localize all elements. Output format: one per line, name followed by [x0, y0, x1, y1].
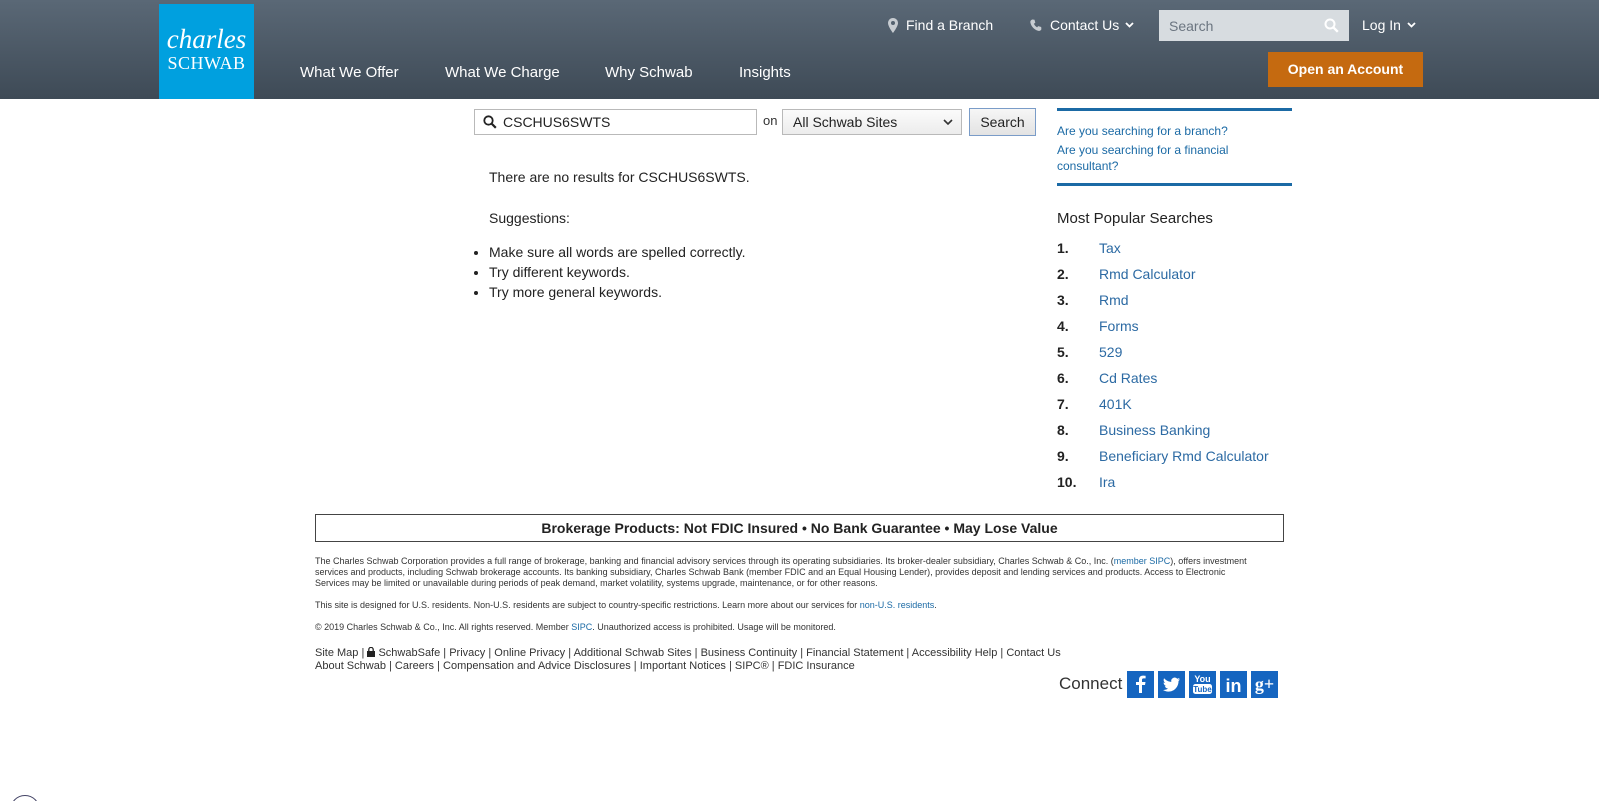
footer-link[interactable]: Business Continuity [700, 647, 798, 659]
search-button[interactable]: Search [969, 108, 1036, 136]
suggestion-item: • Try different keywords. [489, 262, 746, 282]
phone-icon [1030, 19, 1042, 32]
popular-rank: 4. [1057, 318, 1069, 334]
popular-rank: 3. [1057, 292, 1069, 308]
youtube-mark-bottom: Tube [1193, 685, 1212, 694]
lock-icon [367, 647, 375, 657]
footer-link[interactable]: SchwabSafe [378, 647, 441, 659]
footer-link[interactable]: Careers [394, 660, 435, 672]
footer-link[interactable]: About Schwab [315, 660, 386, 672]
copyright-text: © 2019 Charles Schwab & Co., Inc. All rights reserved. Member [315, 622, 572, 632]
footer-link[interactable]: Privacy [449, 647, 486, 659]
disclosure-text: The Charles Schwab Corporation provides a full range of brokerage, banking and financial advisory services through its operating subsidiaries. Its broker-dealer subsidiary, Charles Schwab & Co., Inc. ( [315, 556, 1114, 566]
member-sipc-link[interactable]: member SIPC [1113, 556, 1171, 566]
search-icon[interactable] [1324, 18, 1339, 33]
chevron-down-icon [943, 119, 953, 125]
popular-link[interactable]: 401K [1099, 396, 1132, 412]
footer-link[interactable]: Financial Statement [806, 647, 904, 659]
suggestions-list [489, 242, 746, 302]
site-scope-value: All Schwab Sites [793, 114, 898, 130]
open-account-button[interactable]: Open an Account [1268, 52, 1423, 87]
linkedin-mark: in [1225, 676, 1242, 696]
footer-link[interactable]: Compensation and Advice Disclosures [443, 660, 631, 672]
popular-link[interactable]: Tax [1099, 240, 1121, 256]
popular-item [1057, 266, 1195, 286]
no-results-message: There are no results for CSCHUS6SWTS. [489, 169, 750, 185]
residency-notice [315, 600, 1250, 611]
connect-label: Connect [1059, 674, 1123, 693]
non-us-residents-link[interactable]: non-U.S. residents [859, 600, 935, 610]
popular-rank: 10. [1057, 474, 1077, 490]
popular-link[interactable]: Cd Rates [1099, 370, 1158, 386]
consultant-search-link[interactable]: Are you searching for a financial consultant? [1057, 143, 1229, 173]
twitter-icon[interactable] [1158, 671, 1185, 698]
log-in-menu[interactable] [1362, 10, 1424, 40]
popular-link[interactable]: Business Banking [1099, 422, 1211, 438]
popular-rank: 9. [1057, 448, 1069, 464]
google-plus-icon[interactable] [1251, 671, 1278, 698]
popular-item [1057, 474, 1115, 494]
popular-rank: 2. [1057, 266, 1069, 282]
nav-what-we-charge[interactable]: What We Charge [445, 64, 560, 81]
footer-links-row1: Site Map | SchwabSafe | Privacy | Online Privacy | Additional Schwab Sites | Business Continuity | Financial Statement | Accessibility Help | Contact Us [315, 647, 1061, 659]
find-branch-link[interactable] [888, 10, 993, 40]
residency-text: This site is designed for U.S. residents. Non-U.S. residents are subject to country-specific restrictions. Learn more about our services for [315, 600, 860, 610]
footer-links-row2: About Schwab | Careers | Compensation and Advice Disclosures | Important Notices | SIPC® | FDIC Insurance [315, 660, 855, 672]
header-search[interactable] [1159, 10, 1349, 41]
logo-line1: charles [166, 24, 247, 54]
footer-link[interactable]: Online Privacy [494, 647, 566, 659]
popular-link[interactable]: Ira [1099, 474, 1116, 490]
popular-item [1057, 240, 1121, 260]
popular-link[interactable]: 529 [1099, 344, 1123, 360]
nav-why-schwab[interactable]: Why Schwab [605, 64, 693, 81]
help-box [1057, 108, 1292, 186]
popular-item [1057, 370, 1157, 390]
popular-item [1057, 448, 1269, 468]
site-header [0, 0, 1599, 99]
linkedin-icon[interactable] [1220, 671, 1247, 698]
footer-link[interactable]: Accessibility Help [911, 647, 998, 659]
popular-rank: 7. [1057, 396, 1069, 412]
popular-link[interactable]: Rmd [1099, 292, 1129, 308]
log-in-label: Log In [1362, 17, 1401, 33]
sipc-link[interactable]: SIPC [571, 622, 593, 632]
on-label: on [763, 113, 778, 128]
popular-searches-heading: Most Popular Searches [1057, 210, 1213, 227]
site-scope-select[interactable] [782, 109, 962, 135]
facebook-icon[interactable] [1127, 671, 1154, 698]
footer-link[interactable]: Site Map [315, 647, 359, 659]
fdic-disclaimer: Brokerage Products: Not FDIC Insured • No Bank Guarantee • May Lose Value [315, 514, 1284, 542]
header-search-input[interactable] [1159, 10, 1309, 41]
popular-link[interactable]: Forms [1099, 318, 1139, 334]
footer-link[interactable]: SIPC® [734, 660, 769, 672]
residency-text: . [934, 600, 937, 610]
chevron-down-icon [1125, 22, 1134, 28]
youtube-icon[interactable] [1189, 671, 1216, 698]
popular-item [1057, 292, 1129, 312]
popular-rank: 1. [1057, 240, 1069, 256]
suggestions-heading: Suggestions: [489, 210, 570, 226]
popular-rank: 8. [1057, 422, 1069, 438]
feedback-widget-icon[interactable] [10, 795, 40, 801]
copyright-notice [315, 622, 1250, 633]
popular-link[interactable]: Rmd Calculator [1099, 266, 1196, 282]
search-icon [483, 115, 497, 129]
popular-rank: 5. [1057, 344, 1069, 360]
nav-insights[interactable]: Insights [739, 64, 791, 81]
popular-item [1057, 422, 1210, 442]
disclosure-text: ), offers investment services and products, including Schwab brokerage accounts. Its banking subsidiary, Charles Schwab Bank (member FDIC and an Equal Housing Lender), provides deposit and lending services and products. Access to Electronic Services may be limited or unavailable during periods of peak demand, market volatility, systems upgrade, maintenance, or for other reasons. [315, 556, 1247, 588]
popular-link[interactable]: Beneficiary Rmd Calculator [1099, 448, 1269, 464]
search-query-value: CSCHUS6SWTS [503, 114, 611, 130]
popular-item [1057, 318, 1139, 338]
search-query-input[interactable] [474, 109, 757, 135]
footer-link[interactable]: FDIC Insurance [777, 660, 855, 672]
suggestion-item: • Make sure all words are spelled correctly. [489, 242, 746, 262]
find-branch-label: Find a Branch [906, 17, 994, 33]
youtube-mark-top: You [1194, 674, 1211, 684]
footer-link[interactable]: Important Notices [639, 660, 726, 672]
nav-what-we-offer[interactable]: What We Offer [300, 64, 399, 81]
copyright-text: . Unauthorized access is prohibited. Usage will be monitored. [592, 622, 836, 632]
popular-item [1057, 344, 1122, 364]
google-plus-mark: g+ [1254, 674, 1275, 694]
schwab-logo[interactable] [159, 4, 254, 99]
map-pin-icon [888, 18, 898, 33]
branch-search-link[interactable]: Are you searching for a branch? [1057, 124, 1228, 138]
chevron-down-icon [1407, 22, 1416, 28]
contact-us-label: Contact Us [1050, 17, 1120, 33]
footer-link[interactable]: Contact Us [1006, 647, 1061, 659]
popular-item [1057, 396, 1132, 416]
logo-line2: SCHWAB [167, 53, 246, 73]
corporate-disclosure [315, 556, 1250, 589]
contact-us-menu[interactable] [1030, 10, 1142, 40]
suggestion-item: • Try more general keywords. [489, 282, 746, 302]
popular-rank: 6. [1057, 370, 1069, 386]
footer-link[interactable]: Additional Schwab Sites [573, 647, 692, 659]
